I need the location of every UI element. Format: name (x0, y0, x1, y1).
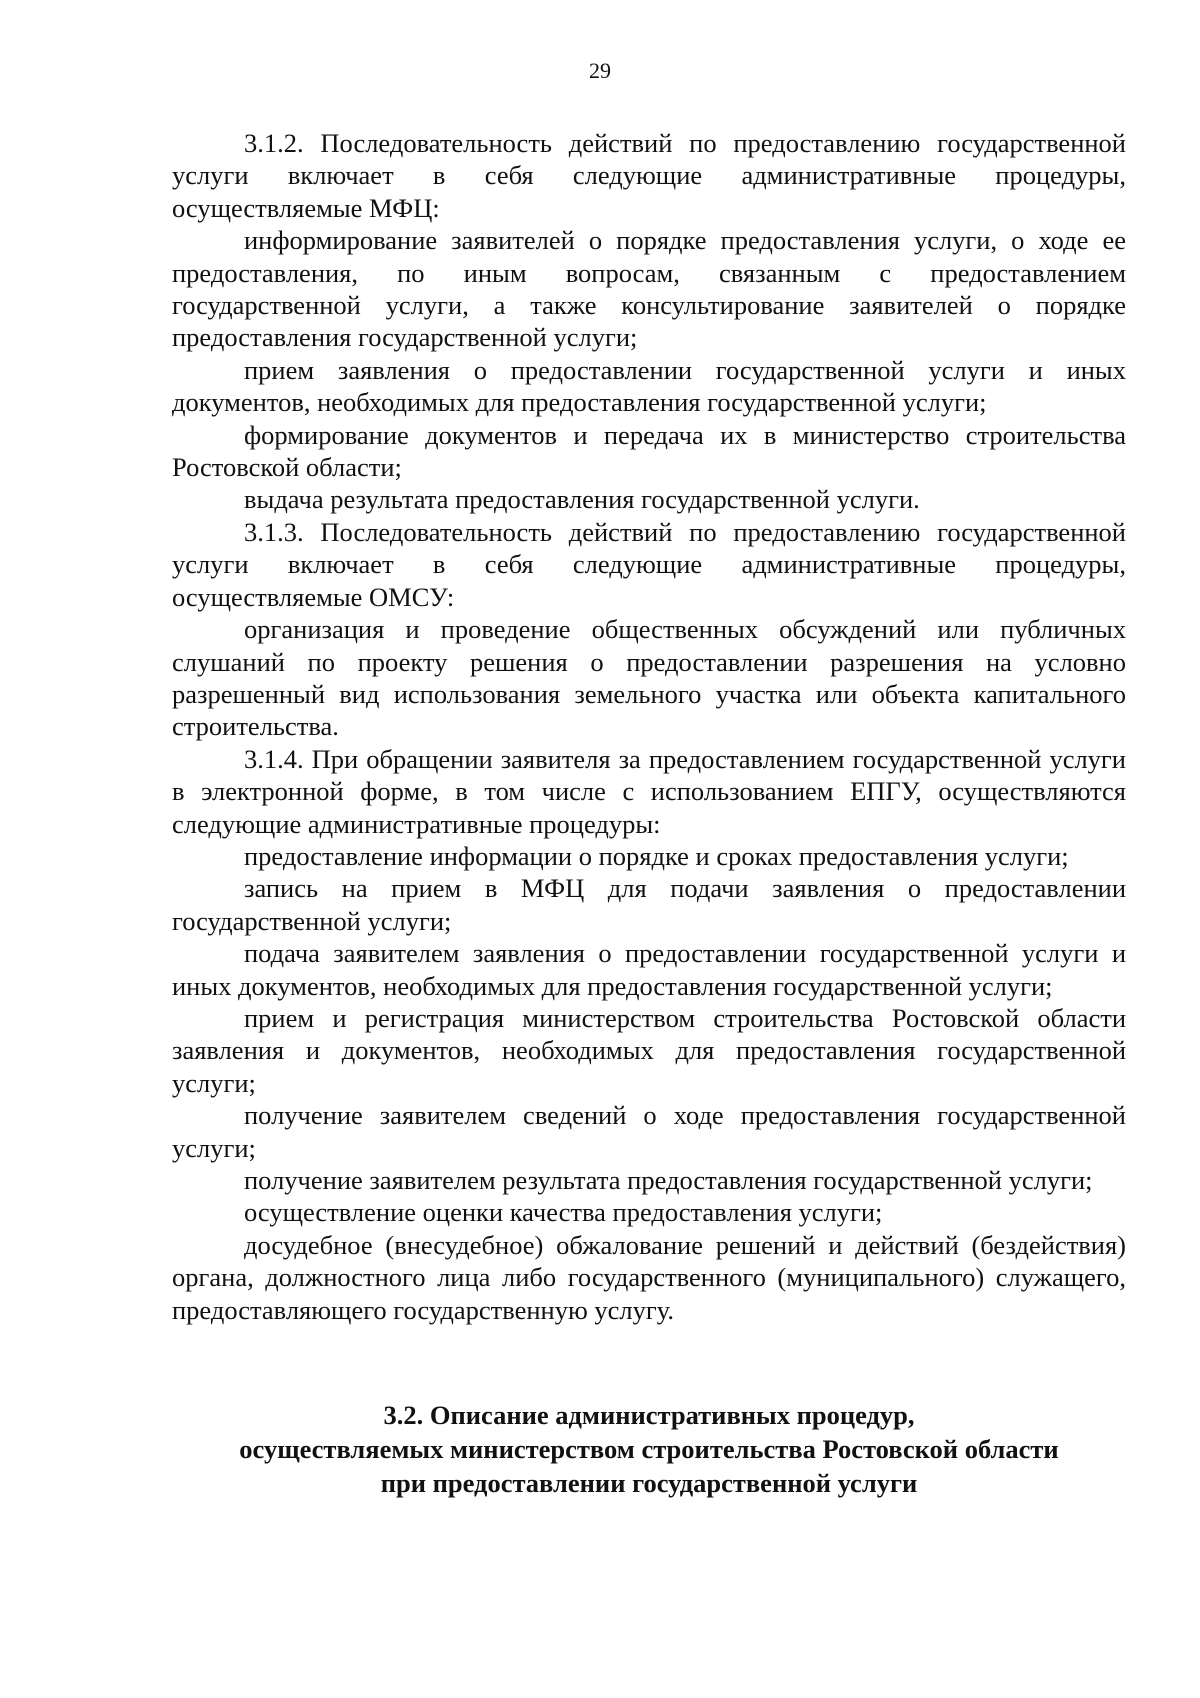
page-number: 29 (589, 58, 611, 83)
list-item-reception: прием заявления о предоставлении государственной услуги и иных документов, необходимых для предоставления государственной услуги; (172, 354, 1126, 418)
list-item-issuing-result: выдача результата предоставления государственной услуги. (244, 484, 920, 515)
paragraph-3-1-2: 3.1.2. Последовательность действий по предоставлению государственной услуги включает в себя следующие административные процедуры, осуществляемые МФЦ: (172, 128, 1126, 223)
paragraph-3-1-4: 3.1.4. При обращении заявителя за предоставлением государственной услуги в электронной форме, в том числе с использованием ЕПГУ, осуществляются следующие административные процедуры: (172, 743, 1126, 839)
section-heading-line: 3.2. Описание административных процедур, (383, 1400, 915, 1430)
list-item-status-info: получение заявителем сведений о ходе предоставления государственной услуги; (172, 1100, 1126, 1163)
list-item-registration: прием и регистрация министерством строительства Ростовской области заявления и документов, необходимых для предоставления государственной услуги; (172, 1002, 1126, 1098)
list-item-providing-information: предоставление информации о порядке и сроках предоставления услуги; (244, 840, 1069, 871)
list-item-quality-assessment: осуществление оценки качества предоставления услуги; (244, 1197, 883, 1228)
list-item-appeal: досудебное (внесудебное) обжалование решений и действий (бездействия) органа, должностного лица либо государственного (муниципального) служащего, предоставляющего государственную услугу. (172, 1229, 1126, 1325)
document-body (172, 127, 1126, 1326)
list-item-forming-documents: формирование документов и передача их в министерство строительства Ростовской области; (172, 419, 1126, 483)
list-item-informing: информирование заявителей о порядке предоставления услуги, о ходе ее предоставления, по иным вопросам, связанным с предоставлением государственной услуги, а также консультирование заявителей о порядке предоставления государственной услуги; (172, 225, 1126, 353)
section-heading-line: осуществляемых министерством строительства Ростовской области (239, 1434, 1059, 1464)
section-heading-line: при предоставлении государственной услуги (380, 1468, 918, 1498)
section-heading-3-2 (172, 1398, 1126, 1500)
paragraph-3-1-3: 3.1.3. Последовательность действий по предоставлению государственной услуги включает в себя следующие административные процедуры, осуществляемые ОМСУ: (172, 516, 1126, 612)
list-item-submission: подача заявителем заявления о предоставлении государственной услуги и иных документов, необходимых для предоставления государственной услуги; (172, 938, 1126, 1001)
list-item-receiving-result: получение заявителем результата предоставления государственной услуги; (244, 1165, 1093, 1195)
list-item-appointment: запись на прием в МФЦ для подачи заявления о предоставлении государственной услуги; (172, 873, 1126, 936)
list-item-public-hearings: организация и проведение общественных обсуждений или публичных слушаний по проекту решения о предоставлении разрешения на условно разрешенный вид использования земельного участка или объекта капитального строительства. (172, 614, 1126, 742)
